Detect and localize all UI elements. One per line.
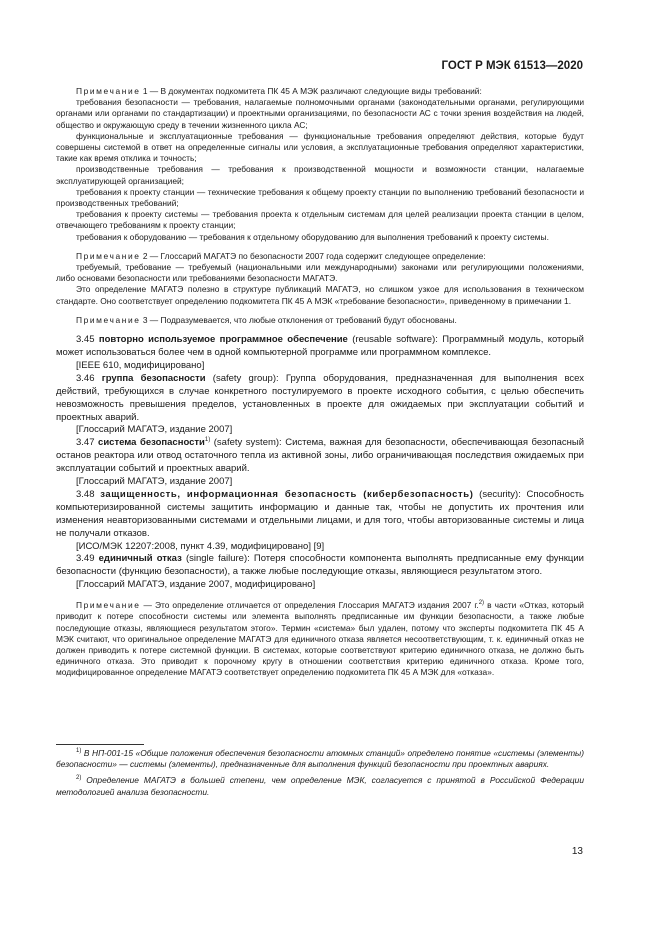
term-name: система безопасности [98,437,205,449]
term-3-49 [56,553,584,592]
note-label: Примечание [76,314,141,325]
term-definition: 3.45 повторно используемое программное обеспечение (reusable software): Программный модуль, который может использоваться более чем в одной компьютерной программе или программном комплексе. [56,334,584,358]
note-label: Примечание [76,86,141,96]
note-1-paragraph: требования безопасности — требования, налагаемые полномочными органами (законодательными органами, регулирующими органами или органами по стандартизации) и проектными организациями, по безопасности АС с точки зрения воздействия на людей, общество и окружающую среду в течении жизненного цикла АС; [56,97,584,130]
footnote-2: $^{2)}$ Определение МАГАТЭ в большей степени, чем определение МЭК, согласуется с принятой в Российской Федерации методологией анализа безопасности. [56,775,584,797]
document-header: ГОСТ Р МЭК 61513—2020 [441,60,583,72]
term-source: [IEEE 610, модифицировано] [76,359,205,371]
note-final-text: Примечание — Это определение отличается от определения Глоссария МАГАТЭ издания 2007 г.$^{2)}$ в части «Отказ, который приводит к потере способности системы или элемента выполнять предписанные им функции безопасности, а также любые последующие отказы, являющиеся результатом этого». Термин «система» был удален, потому что эксперты подкомитета ПК 45 А МЭК считают, что оригинальное определение МАГАТЭ для единичного отказа является несоответствующим, т. к. единичный отказ не должен приводить к потере системной функции. В системах, которые соответствуют критерию единичного отказа, не должно быть единичного отказа. Это приводит к порочному кругу в отношении соответствия критерию единичного отказа. Кроме того, модифицированное определение МАГАТЭ соответствует определению подкомитета ПК 45 А МЭК для «отказа». [56,600,584,678]
term-name: защищенность, информационная безопасность (кибербезопасность) [100,488,474,500]
footnote-1: $^{1)}$ В НП-001-15 «Общие положения обеспечения безопасности атомных станций» определено понятие «системы (элементы) безопасности» — системы (элементы), предназначенные для выполнения функций безопасности при проектных авариях. [56,748,584,770]
term-definition: 3.47 система безопасности$^{1)}$ (safety system): Система, важная для безопасности, обеспечивающая безопасный останов реактора или отвод остаточного тепла из активной зоны, либо ограничивающая последствия ожидаемых при эксплуатации событий и проектных аварий. [56,437,585,475]
term-number: 3.49 [76,553,95,565]
note-1 [56,86,584,243]
footnote-divider [56,744,144,745]
footnotes [56,748,584,798]
note-label: Примечание [76,250,141,261]
note-2 [56,251,584,307]
term-3-45 [56,334,584,373]
term-number: 3.46 [76,372,95,384]
term-definition: 3.46 группа безопасности (safety group): Группа оборудования, предназначенная для выполнения всех действий, требующихся в случае конкретного постулируемого в проекте исходного события, с целью обеспечить невозможность превышения пределов, установленных в проекте для ожидаемых при эксплуатации событий и проектных аварий. [56,372,585,423]
note-1-intro: Примечание 1 — В документах подкомитета ПК 45 А МЭК различают следующие виды требований: [76,86,482,96]
footnote-ref: 2) [478,600,485,607]
term-number: 3.48 [76,488,95,500]
term-name: повторно используемое программное обеспечение [98,334,348,346]
term-source: [ИСО/МЭК 12207:2008, пункт 4.39, модифицировано] [9] [76,540,325,552]
note-1-paragraph: производственные требования — требования к производственной мощности и возможности станции, налагаемые эксплуатирующей организацией; [56,164,584,186]
note-2-intro: Примечание 2 — Глоссарий МАГАТЭ по безопасности 2007 года содержит следующее определение: [76,250,486,261]
note-1-paragraph: требования к оборудованию — требования к отдельному оборудованию для выполнения требований к проекту системы. [76,231,549,242]
footnote-ref: 1) [204,437,211,444]
term-definition: 3.49 единичный отказ (single failure): Потеря способности компонента выполнять предписанные ему функции безопасности (функцию безопасности), а также любые последующие отказы, являющиеся результатом этого. [56,553,584,578]
term-definition: 3.48 защищенность, информационная безопасность (кибербезопасность) (security): Способность компьютеризированной системы защитить информацию и данные так, чтобы не допустить их прочтения или изменения неавторизованными системами и отдельными лицами, и для того, чтобы авторизованные системы и лица не получали отказов. [56,488,585,539]
term-number: 3.45 [76,334,95,346]
footnote-mark: 1) [76,748,82,755]
page-body [56,86,584,679]
term-3-47 [56,437,584,489]
note-3 [56,315,584,326]
footnote-mark: 2) [76,775,82,782]
term-3-48 [56,489,584,554]
note-1-paragraph: функциональные и эксплуатационные требования — функциональные требования определяют действия, которые будут совершены системой в ответ на определенные сигналы или условия, а эксплуатационные требования определяют характеристики, такие как время отклика и точность; [56,130,584,164]
note-2-paragraph: Это определение МАГАТЭ полезно в структуре публикаций МАГАТЭ, но слишком узкое для использования в техническом стандарте. Оно соответствует определению подкомитета ПК 45 А МЭК «требование безопасности», приведенному в примечании 1. [56,284,584,306]
note-3-intro: Примечание 3 — Подразумевается, что любые отклонения от требований будут обоснованы. [76,314,457,325]
note-final [56,600,584,678]
term-3-46 [56,373,584,438]
note-label: Примечание [76,600,141,611]
note-2-paragraph: требуемый, требование — требуемый (национальными или международными) законами или регулирующими положениями, либо основами безопасности или требованиями безопасности МАГАТЭ. [56,262,584,284]
term-source: [Глоссарий МАГАТЭ, издание 2007] [76,476,233,488]
note-1-paragraph: требования к проекту системы — требования проекта к отдельным системам для целей реализации проекта станции в целом, отвечающего требованиям к проекту станции; [56,209,584,231]
term-source: [Глоссарий МАГАТЭ, издание 2007, модифицировано] [76,579,316,591]
term-name: группа безопасности [101,372,206,384]
term-number: 3.47 [76,437,95,449]
term-name: единичный отказ [98,553,182,565]
term-source: [Глоссарий МАГАТЭ, издание 2007] [76,424,233,436]
note-1-paragraph: требования к проекту станции — технические требования к общему проекту станции по выполнению требований безопасности и производственных требований; [56,186,584,209]
page-number: 13 [571,846,583,857]
